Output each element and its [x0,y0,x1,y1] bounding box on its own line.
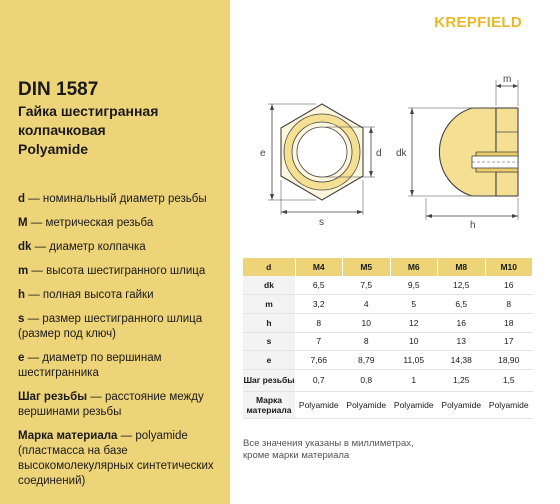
standard-code: DIN 1587 [18,79,99,100]
row-label: Шаг резьбы [243,369,295,391]
row-label: h [243,313,295,332]
row-label: dk [243,276,295,295]
row-label: m [243,295,295,314]
info-panel [0,0,230,504]
thread-hole [297,127,347,177]
table-cell: Polyamide [295,391,343,418]
table-cell: 4 [343,295,391,314]
footnote-line-1: Все значения указаны в миллиметрах, [243,438,414,449]
table-cell: Polyamide [485,391,533,418]
technical-drawing [236,70,536,230]
table-row [243,276,533,295]
table-cell: 16 [438,313,486,332]
table-cell: 6,5 [438,295,486,314]
table-cell: 18,90 [485,351,533,370]
table-row [243,295,533,314]
label-s: s [319,217,324,228]
table-cell: 9,5 [390,276,438,295]
specifications-table [243,258,533,419]
legend-item: dk — диаметр колпачка [18,241,146,253]
title-line-3: Polyamide [18,141,89,157]
title-line-2: колпачковая [18,122,106,138]
header-cell: d [243,258,295,276]
header-cell: M6 [390,258,438,276]
legend-item: s — размер шестигранного шлица (размер под ключ) [18,313,203,340]
table-cell: 3,2 [295,295,343,314]
table-cell: 1,25 [438,369,486,391]
row-label: Марка материала [243,391,295,418]
table-cell: 0,8 [343,369,391,391]
legend-item: Шаг резьбы — расстояние между вершинами резьбы [18,391,204,418]
table-cell: 11,05 [390,351,438,370]
table-cell: 17 [485,332,533,351]
table-cell: 12 [390,313,438,332]
legend-item: d — номинальный диаметр резьбы [18,193,207,205]
table-cell: 13 [438,332,486,351]
table-cell: 0,7 [295,369,343,391]
table-cell: 7,66 [295,351,343,370]
table-cell: 8,79 [343,351,391,370]
table-row [243,369,533,391]
product-title [18,78,230,159]
table-row [243,351,533,370]
table-cell: 8 [485,295,533,314]
header-cell: M8 [438,258,486,276]
label-dk: dk [396,148,407,159]
row-label: e [243,351,295,370]
table-row [243,313,533,332]
legend-item: e — диаметр по вершинам шестигранника [18,352,162,379]
title-line-1: Гайка шестигранная [18,103,159,119]
label-e: e [260,148,266,159]
footnote [243,438,533,462]
header-cell: M5 [343,258,391,276]
table-cell: 1 [390,369,438,391]
brand-logo: KREPFIELD [434,14,522,31]
table-cell: 7,5 [343,276,391,295]
label-h: h [470,220,476,230]
table-cell: 8 [343,332,391,351]
table-cell: 6,5 [295,276,343,295]
table-cell: 5 [390,295,438,314]
label-d: d [376,148,382,159]
header-cell: M4 [295,258,343,276]
table-cell: 10 [390,332,438,351]
legend-item: Марка материала — polyamide (пластмасса на базе высокомолекулярных синтетических соединений) [18,430,214,487]
footnote-line-2: кроме марки материала [243,450,350,461]
legend-item: m — высота шестигранного шлица [18,265,206,277]
table-cell: 12,5 [438,276,486,295]
legend-item: h — полная высота гайки [18,289,154,301]
table-cell: 14,38 [438,351,486,370]
header-cell: M10 [485,258,533,276]
table-cell: 8 [295,313,343,332]
parameter-legend [18,192,230,498]
table-cell: Polyamide [438,391,486,418]
table-cell: 10 [343,313,391,332]
table-cell: Polyamide [343,391,391,418]
table-cell: 16 [485,276,533,295]
legend-item: M — метрическая резьба [18,217,154,229]
table-cell: 1,5 [485,369,533,391]
table-row [243,332,533,351]
side-view [408,80,518,220]
front-view [268,104,375,215]
table-row [243,391,533,418]
table-cell: 18 [485,313,533,332]
table-cell: Polyamide [390,391,438,418]
row-label: s [243,332,295,351]
table-cell: 7 [295,332,343,351]
table-header-row [243,258,533,276]
label-m: m [503,74,512,85]
